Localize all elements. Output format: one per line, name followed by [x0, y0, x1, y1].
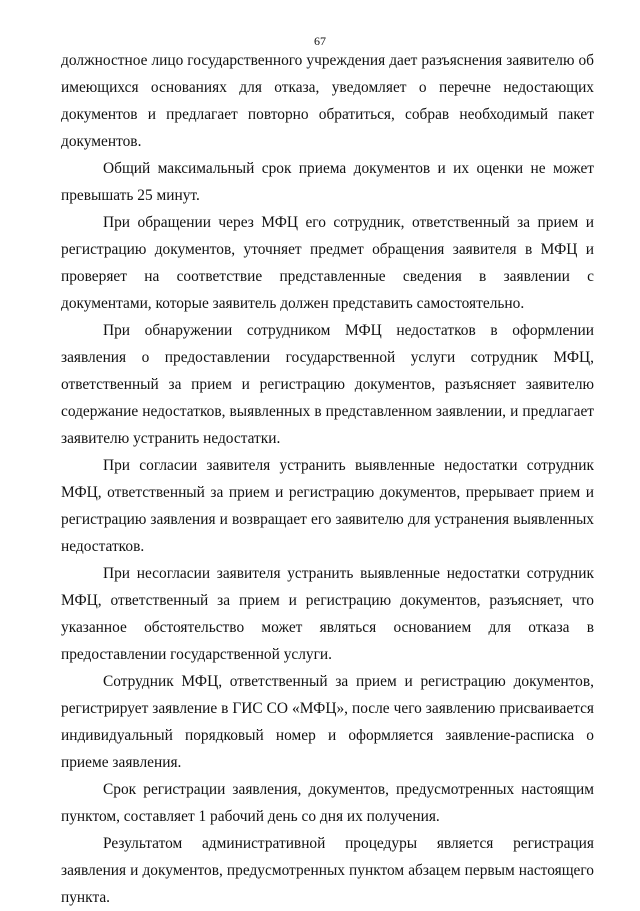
paragraph-registration-term: Срок регистрации заявления, документов, предусмотренных настоящим пунктом, составляет 1 рабочий день со дня их получения.	[61, 781, 594, 825]
paragraph-applicant-agrees: При согласии заявителя устранить выявленные недостатки сотрудник МФЦ, ответственный за прием и регистрацию документов, прерывает прием и регистрацию заявления и возвращает его заявителю для устранения выявленных недостатков.	[61, 457, 594, 555]
paragraph-max-time: Общий максимальный срок приема документов и их оценки не может превышать 25 минут.	[61, 160, 594, 204]
paragraph-continued: должностное лицо государственного учреждения дает разъяснения заявителю об имеющихся основаниях для отказа, уведомляет о перечне недостающих документов и предлагает повторно обратиться, собрав необходимый пакет документов.	[61, 52, 594, 150]
document-body	[61, 47, 594, 911]
paragraph-mfc-appeal: При обращении через МФЦ его сотрудник, ответственный за прием и регистрацию документов, уточняет предмет обращения заявителя в МФЦ и проверяет на соответствие представленные сведения в заявлении с документами, которые заявитель должен представить самостоятельно.	[61, 214, 594, 312]
paragraph-result: Результатом административной процедуры является регистрация заявления и документов, предусмотренных пунктом абзацем первым настоящего пункта.	[61, 835, 594, 906]
paragraph-deficiencies-found: При обнаружении сотрудником МФЦ недостатков в оформлении заявления о предоставлении государственной услуги сотрудник МФЦ, ответственный за прием и регистрацию документов, разъясняет заявителю содержание недостатков, выявленных в представленном заявлении, и предлагает заявителю устранить недостатки.	[61, 322, 594, 447]
page-number: 67	[314, 34, 326, 48]
paragraph-registration: Сотрудник МФЦ, ответственный за прием и регистрацию документов, регистрирует заявление в ГИС СО «МФЦ», после чего заявлению присваивается индивидуальный порядковый номер и оформляется заявление-расписка о приеме заявления.	[61, 673, 594, 771]
paragraph-applicant-disagrees: При несогласии заявителя устранить выявленные недостатки сотрудник МФЦ, ответственный за прием и регистрацию документов, разъясняет, что указанное обстоятельство может являться основанием для отказа в предоставлении государственной услуги.	[61, 565, 594, 663]
